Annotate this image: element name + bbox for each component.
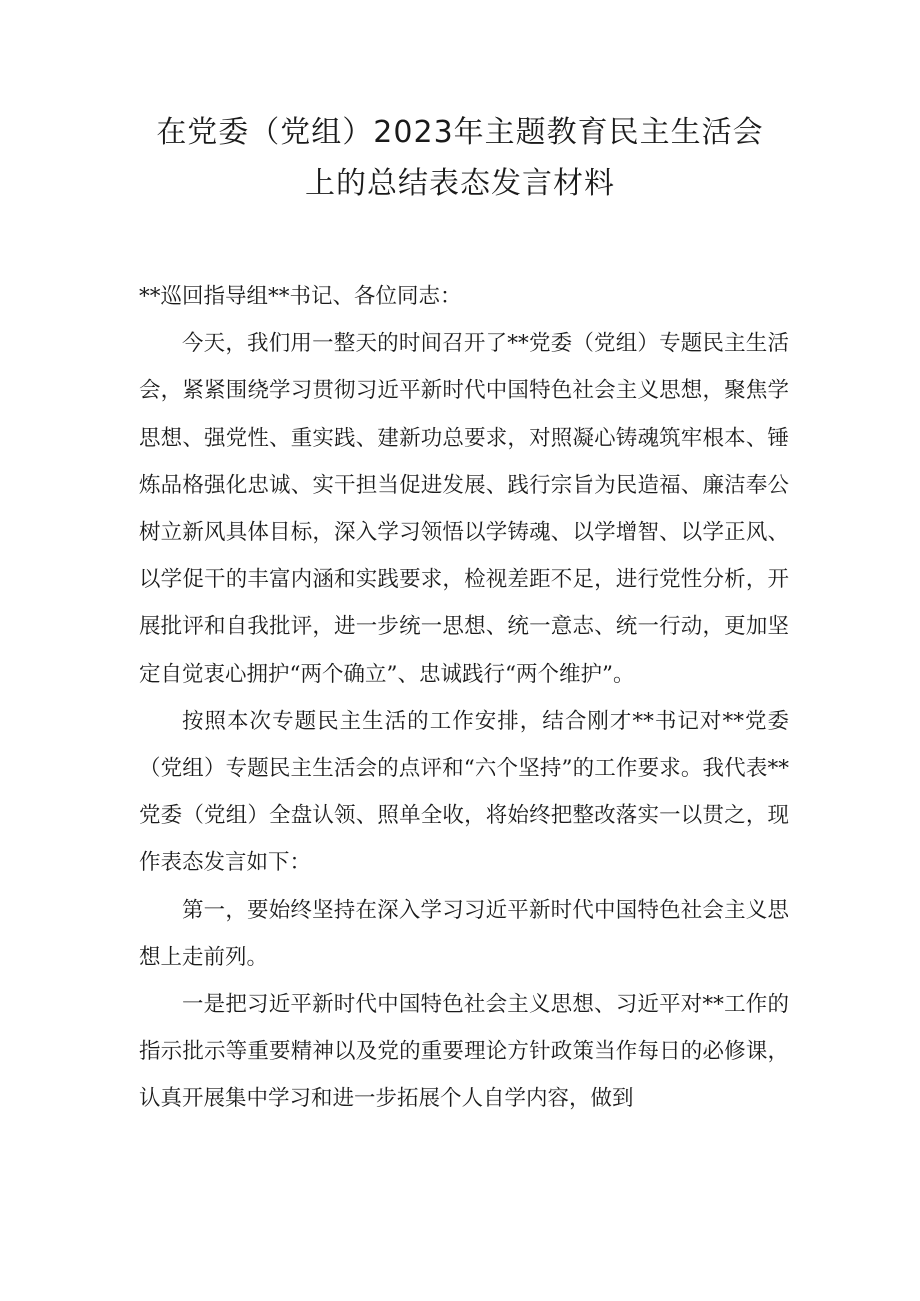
paragraph-subpoint-one: 一是把习近平新时代中国特色社会主义思想、习近平对**工作的指示批示等重要精神以及党的重要理论方针政策当作每日的必修课，认真开展集中学习和进一步拓展个人自学内容，做到: [139, 992, 789, 1112]
document-title-line-1: 在党委（党组）2023年主题教育民主生活会: [156, 115, 764, 150]
document-body: [139, 273, 789, 1123]
paragraph-commitment: 按照本次专题民主生活的工作安排，结合刚才**书记对**党委（党组）专题民主生活会的点评和“六个坚持”的工作要求。我代表**党委（党组）全盘认领、照单全收，将始终把整改落实一以贯之，现作表态发言如下：: [139, 708, 789, 876]
document-title-line-2: 上的总结表态发言材料: [305, 166, 615, 201]
paragraph-point-one: 第一，要始终坚持在深入学习习近平新时代中国特色社会主义思想上走前列。: [139, 897, 789, 970]
paragraph-opening: 今天，我们用一整天的时间召开了**党委（党组）专题民主生活会，紧紧围绕学习贯彻习近平新时代中国特色社会主义思想，聚焦学思想、强党性、重实践、建新功总要求，对照凝心铸魂筑牢根本、锤炼品格强化忠诚、实干担当促进发展、践行宗旨为民造福、廉洁奉公树立新风具体目标，深入学习领悟以学铸魂、以学增智、以学正风、以学促干的丰富内涵和实践要求，检视差距不足，进行党性分析，开展批评和自我批评，进一步统一思想、统一意志、统一行动，更加坚定自觉衷心拥护“两个确立”、忠诚践行“两个维护”。: [139, 331, 789, 687]
salutation: **巡回指导组**书记、各位同志：: [139, 284, 462, 309]
